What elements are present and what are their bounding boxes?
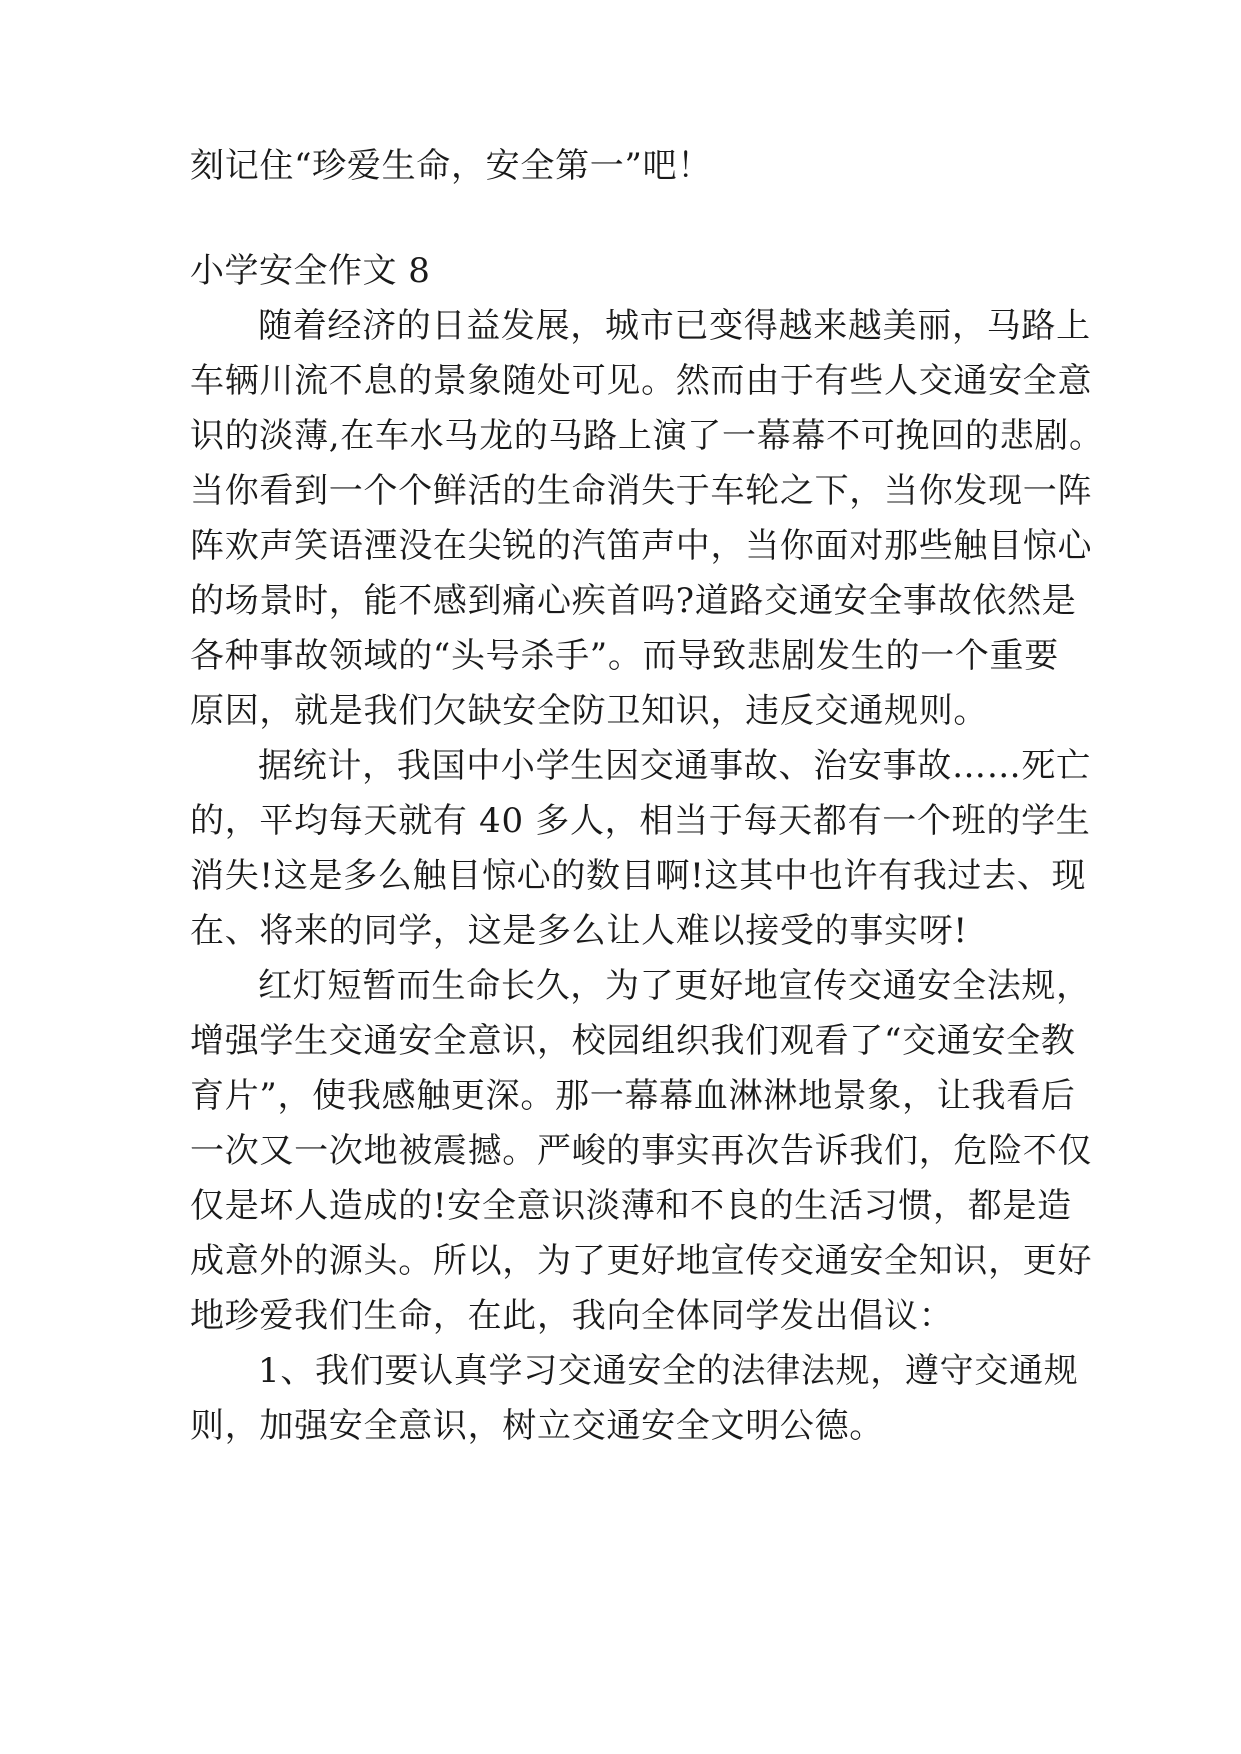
paragraph-line: 的场景时，能不感到痛心疾首吗?道路交通安全事故依然是 xyxy=(190,581,1077,621)
intro-line: 刻记住“珍爱生命，安全第一”吧！ xyxy=(190,146,712,186)
paragraph-line: 则，加强安全意识，树立交通安全文明公德。 xyxy=(190,1406,884,1446)
paragraph-line: 识的淡薄,在车水马龙的马路上演了一幕幕不可挽回的悲剧。 xyxy=(190,416,1104,456)
paragraph-line: 成意外的源头。所以，为了更好地宣传交通安全知识，更好 xyxy=(190,1241,1093,1281)
paragraph-line: 各种事故领域的“头号杀手”。而导致悲剧发生的一个重要 xyxy=(190,636,1059,676)
paragraph-line: 地珍爱我们生命，在此，我向全体同学发出倡议： xyxy=(190,1296,954,1336)
paragraph-line: 增强学生交通安全意识，校园组织我们观看了“交通安全教 xyxy=(190,1021,1076,1061)
paragraph-line: 育片”，使我感触更深。那一幕幕血淋淋地景象，让我看后 xyxy=(190,1076,1076,1116)
paragraph-line: 消失!这是多么触目惊心的数目啊!这其中也许有我过去、现 xyxy=(190,856,1087,896)
paragraph-line: 在、将来的同学，这是多么让人难以接受的事实呀! xyxy=(190,911,968,951)
paragraph-line: 红灯短暂而生命长久，为了更好地宣传交通安全法规， xyxy=(258,966,1091,1006)
paragraph-line: 当你看到一个个鲜活的生命消失于车轮之下，当你发现一阵 xyxy=(190,471,1093,511)
paragraph-line: 1、我们要认真学习交通安全的法律法规，遵守交通规 xyxy=(258,1351,1079,1391)
paragraph-line: 阵欢声笑语湮没在尖锐的汽笛声中，当你面对那些触目惊心 xyxy=(190,526,1093,566)
paragraph-line: 原因，就是我们欠缺安全防卫知识，违反交通规则。 xyxy=(190,691,989,731)
paragraph-line: 随着经济的日益发展，城市已变得越来越美丽，马路上 xyxy=(258,306,1091,346)
paragraph-line: 据统计，我国中小学生因交通事故、治安事故……死亡 xyxy=(258,746,1091,786)
section-title: 小学安全作文 8 xyxy=(190,251,431,291)
paragraph-line: 的，平均每天就有 40 多人，相当于每天都有一个班的学生 xyxy=(190,801,1091,841)
paragraph-line: 车辆川流不息的景象随处可见。然而由于有些人交通安全意 xyxy=(190,361,1093,401)
paragraph-line: 一次又一次地被震撼。严峻的事实再次告诉我们，危险不仅 xyxy=(190,1131,1093,1171)
paragraph-line: 仅是坏人造成的!安全意识淡薄和不良的生活习惯，都是造 xyxy=(190,1186,1072,1226)
